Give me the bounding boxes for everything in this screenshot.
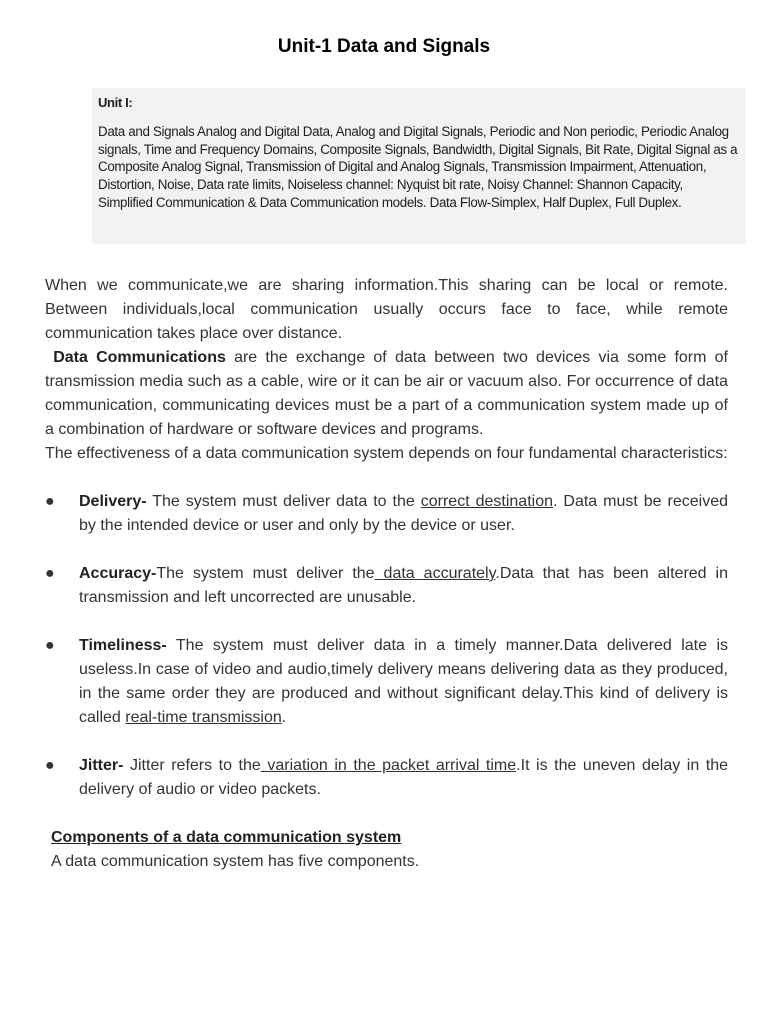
- components-heading: Components of a data communication system: [51, 829, 402, 846]
- char-term-jitter: Jitter-: [79, 757, 124, 774]
- char-text: .Data that has been altered in transmission and left uncorrected are unusable.: [79, 565, 729, 606]
- underlined-phrase: variation in the packet arrival time: [260, 757, 517, 774]
- underlined-phrase: data accurately: [374, 565, 496, 582]
- bullet-icon: ●: [45, 757, 55, 774]
- char-text: . Data must be received by the intended device or user and only by the device or user.: [79, 493, 729, 534]
- list-item: [45, 490, 728, 538]
- bullet-icon: ●: [45, 493, 55, 510]
- char-term-timeliness: Timeliness-: [79, 637, 167, 654]
- syllabus-heading: Unit I:: [98, 95, 133, 110]
- list-item: [45, 754, 728, 802]
- char-text: Jitter refers to the: [123, 757, 261, 774]
- char-text: .: [281, 709, 287, 726]
- char-text: The system must deliver data to the: [146, 493, 421, 510]
- effectiveness-paragraph: The effectiveness of a data communication system depends on four fundamental characteristics:: [45, 445, 728, 462]
- char-text: The system must deliver data in a timely manner.Data delivered late is useless.In case of video and audio,timely delivery means delivering data as they produced, in the same order they are produced and without significant delay.This kind of delivery is called: [79, 637, 728, 726]
- char-text: The system must deliver the: [156, 565, 375, 582]
- underlined-phrase: correct destination: [420, 493, 553, 510]
- syllabus-image-box: [92, 88, 746, 244]
- bullet-icon: ●: [45, 637, 55, 654]
- underlined-phrase: real-time transmission: [125, 709, 282, 726]
- intro-paragraph: When we communicate,we are sharing information.This sharing can be local or remote. Between individuals,local communication usually occurs face to face, while remote communication takes place over distance.: [45, 277, 728, 342]
- bullet-icon: ●: [45, 565, 55, 582]
- components-paragraph: A data communication system has five components.: [51, 853, 420, 870]
- datacomm-paragraph: [45, 346, 728, 442]
- page-title: Unit-1 Data and Signals: [277, 36, 491, 57]
- char-text: .It is the uneven delay in the delivery of audio or video packets.: [79, 757, 729, 798]
- syllabus-body: Data and Signals Analog and Digital Data, Analog and Digital Signals, Periodic and Non periodic, Periodic Analog signals, Time and Frequency Domains, Composite Signals, Bandwidth, Digital Signals, Bit Rate, Digital Signal as a Composite Analog Signal, Transmission of Digital and Analog Signals, Transmission Impairment, Attenuation, Distortion, Noise, Data rate limits, Noiseless channel: Nyquist bit rate, Noisy Channel: Shannon Capacity, Simplified Communication & Data Communication models. Data Flow-Simplex, Half Duplex, Full Duplex.: [98, 123, 738, 210]
- datacomm-text: are the exchange of data between two devices via some form of transmission media such as a cable, wire or it can be air or vacuum also. For occurrence of data communication, communicating devices must be a part of a communication system made up of a combination of hardware or software devices and programs.: [45, 349, 728, 438]
- list-item: [45, 562, 728, 610]
- characteristics-list: [45, 490, 728, 802]
- list-item: [45, 634, 728, 730]
- datacomm-term: Data Communications: [53, 349, 226, 366]
- char-term-delivery: Delivery-: [79, 493, 147, 510]
- document-body: [45, 274, 728, 874]
- char-term-accuracy: Accuracy-: [79, 565, 157, 582]
